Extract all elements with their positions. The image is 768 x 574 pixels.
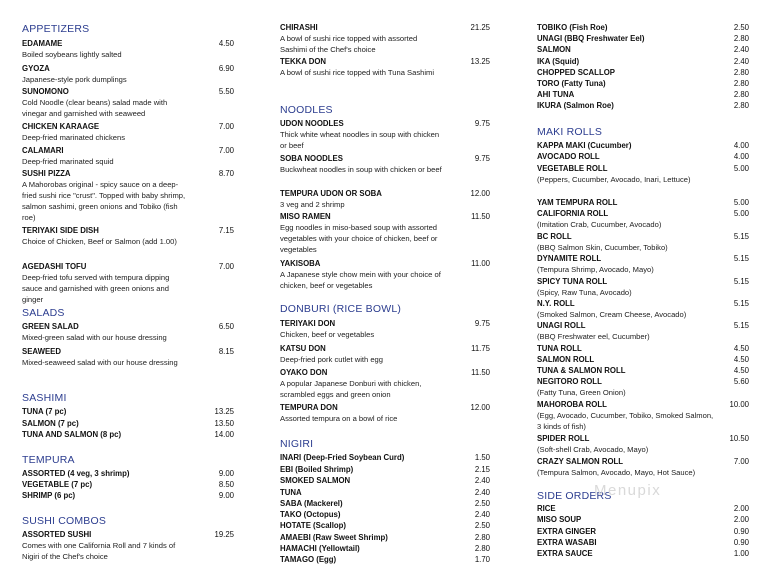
menu-item xyxy=(22,86,234,119)
menu-item-price: 6.50 xyxy=(218,322,234,331)
menu-item-price: 0.90 xyxy=(733,527,749,536)
menu-item-description: (Soft-shell Crab, Avocado, Mayo) xyxy=(537,445,649,454)
menu-item-name: AMAEBI (Raw Sweet Shrimp) xyxy=(280,533,388,542)
menu-item-name: SABA (Mackerel) xyxy=(280,499,343,508)
menu-item xyxy=(280,509,490,520)
menu-item-name: TEMPURA DON xyxy=(280,403,338,412)
menu-item xyxy=(280,318,490,340)
menu-item-name: AVOCADO ROLL xyxy=(537,152,600,161)
menu-item-price: 1.50 xyxy=(474,453,490,462)
menu-item-price: 5.50 xyxy=(218,87,234,96)
menu-item-price: 10.00 xyxy=(729,400,749,409)
menu-item-name: EDAMAME xyxy=(22,39,63,48)
menu-item-name: EXTRA GINGER xyxy=(537,527,597,536)
menu-item-name: VEGETABLE ROLL xyxy=(537,164,608,173)
menu-item-price: 2.80 xyxy=(733,101,749,110)
menu-item-price: 2.15 xyxy=(474,465,490,474)
menu-item-name: ASSORTED (4 veg, 3 shrimp) xyxy=(22,469,130,478)
menu-item xyxy=(22,490,234,501)
menu-item-name: CRAZY SALMON ROLL xyxy=(537,457,624,466)
menu-item-price: 5.00 xyxy=(733,164,749,173)
menu-item-description: Boiled soybeans lightly salted xyxy=(22,50,122,59)
menu-item-price: 11.75 xyxy=(471,344,490,353)
menu-item-price: 4.50 xyxy=(218,39,234,48)
menu-item-price: 9.75 xyxy=(474,154,490,163)
menu-item xyxy=(537,56,749,67)
menu-item-name: BC ROLL xyxy=(537,232,572,241)
menu-item xyxy=(537,343,749,354)
menu-item-name: DYNAMITE ROLL xyxy=(537,254,602,263)
menu-item-price: 21.25 xyxy=(470,23,490,32)
menu-item-name: EXTRA SAUCE xyxy=(537,549,593,558)
menu-item xyxy=(280,532,490,543)
menu-item-description: (Egg, Avocado, Cucumber, Tobiko, Smoked Salmon, 3 kinds of fish) xyxy=(537,411,714,431)
menu-item-price: 5.60 xyxy=(733,377,749,386)
menu-item-description: (Smoked Salmon, Cream Cheese, Avocado) xyxy=(537,310,687,319)
menu-item-name: TERIYAKI DON xyxy=(280,319,336,328)
menu-item-name: MISO SOUP xyxy=(537,515,582,524)
menu-item-description: A Japanese style chow mein with your choice of chicken, beef or vegetables xyxy=(280,270,441,290)
menu-item-description: Chicken, beef or vegetables xyxy=(280,330,375,339)
menu-item-description: (Spicy, Raw Tuna, Avocado) xyxy=(537,288,632,297)
menu-item-price: 1.70 xyxy=(474,555,490,564)
menu-item-name: SALMON (7 pc) xyxy=(22,419,79,428)
menu-item xyxy=(280,452,490,463)
menu-item-price: 2.40 xyxy=(733,57,749,66)
menu-item-name: TUNA & SALMON ROLL xyxy=(537,366,626,375)
menu-item xyxy=(537,320,749,342)
menu-item-price: 2.80 xyxy=(733,79,749,88)
menu-item-description: Japanese-style pork dumplings xyxy=(22,75,127,84)
menu-item xyxy=(537,354,749,365)
menu-item-name: RICE xyxy=(537,504,556,513)
menu-item-description: Mixed-green salad with our house dressing xyxy=(22,333,167,342)
menu-item xyxy=(22,121,234,143)
menu-item-name: SOBA NOODLES xyxy=(280,154,343,163)
menu-item-price: 2.40 xyxy=(474,488,490,497)
menu-item-description: Mixed-seaweed salad with our house dressing xyxy=(22,358,178,367)
menu-item-price: 7.00 xyxy=(733,457,749,466)
menu-item-name: CHICKEN KARAAGE xyxy=(22,122,100,131)
menu-item xyxy=(22,529,234,562)
menu-item xyxy=(537,456,749,478)
menu-item-name: TEMPURA UDON OR SOBA xyxy=(280,189,382,198)
menu-item-price: 2.40 xyxy=(474,476,490,485)
menu-item-price: 4.50 xyxy=(733,344,749,353)
menu-item-price: 2.40 xyxy=(733,45,749,54)
menu-item xyxy=(22,225,234,247)
menu-item xyxy=(280,258,490,291)
menu-item xyxy=(22,468,234,479)
menu-item xyxy=(537,365,749,376)
menu-item-price: 2.00 xyxy=(733,515,749,524)
menu-item xyxy=(537,197,749,208)
menu-item xyxy=(280,402,490,424)
menu-item-description: Choice of Chicken, Beef or Salmon (add 1.00) xyxy=(22,237,177,246)
menu-item-price: 6.90 xyxy=(218,64,234,73)
menu-item-description: 3 veg and 2 shrimp xyxy=(280,200,345,209)
menu-item-price: 14.00 xyxy=(214,430,234,439)
menu-item xyxy=(537,433,749,455)
menu-item-price: 4.00 xyxy=(733,152,749,161)
menu-item-name: SALMON ROLL xyxy=(537,355,595,364)
menu-item-name: OYAKO DON xyxy=(280,368,328,377)
menu-item xyxy=(537,89,749,100)
menu-item-price: 5.15 xyxy=(733,299,749,308)
menu-item xyxy=(537,163,749,185)
menu-item-name: TUNA AND SALMON (8 pc) xyxy=(22,430,122,439)
menu-item-price: 4.50 xyxy=(733,355,749,364)
menu-item-name: UNAGI ROLL xyxy=(537,321,586,330)
menu-item-name: SMOKED SALMON xyxy=(280,476,351,485)
menu-item-price: 12.00 xyxy=(470,189,490,198)
menu-item-name: YAKISOBA xyxy=(280,259,321,268)
menu-item xyxy=(22,63,234,85)
menu-item-name: SPICY TUNA ROLL xyxy=(537,277,608,286)
menu-item xyxy=(22,479,234,490)
menu-item-price: 5.15 xyxy=(733,277,749,286)
menu-item-price: 5.15 xyxy=(733,321,749,330)
menu-item-name: UDON NOODLES xyxy=(280,119,344,128)
menu-item xyxy=(280,211,490,255)
menu-item-name: TAMAGO (Egg) xyxy=(280,555,337,564)
menu-item-description: (BBQ Salmon Skin, Cucumber, Tobiko) xyxy=(537,243,668,252)
menu-item-description: Cold Noodle (clear beans) salad made with vinegar and garnished with seaweed xyxy=(22,98,168,118)
menu-item xyxy=(280,343,490,365)
menu-item-name: CHOPPED SCALLOP xyxy=(537,68,615,77)
menu-item xyxy=(22,145,234,167)
menu-item-name: SPIDER ROLL xyxy=(537,434,590,443)
menu-item-price: 8.50 xyxy=(218,480,234,489)
menu-item-name: AHI TUNA xyxy=(537,90,575,99)
menu-item xyxy=(280,464,490,475)
menu-item-name: N.Y. ROLL xyxy=(537,299,575,308)
menu-item xyxy=(280,498,490,509)
menu-item-price: 5.15 xyxy=(733,232,749,241)
section-heading: MAKI ROLLS xyxy=(537,126,603,138)
menu-item-name: IKA (Squid) xyxy=(537,57,580,66)
menu-item-name: SUSHI PIZZA xyxy=(22,169,71,178)
menu-item xyxy=(537,253,749,275)
menu-item-description: Deep-fried tofu served with tempura dipping sauce and garnished with green onions and ginger xyxy=(22,273,170,304)
menu-item xyxy=(280,188,490,210)
menu-item-description: (Peppers, Cucumber, Avocado, Inari, Lettuce) xyxy=(537,175,691,184)
menu-item-description: (BBQ Freshwater eel, Cucumber) xyxy=(537,332,650,341)
menu-item xyxy=(280,56,490,78)
menu-item-price: 7.00 xyxy=(218,146,234,155)
menu-item xyxy=(537,151,749,162)
menu-item xyxy=(22,261,234,305)
section-heading: SASHIMI xyxy=(22,392,67,404)
menu-item xyxy=(22,418,234,429)
menu-item xyxy=(537,208,749,230)
menu-item xyxy=(537,548,749,559)
menu-item xyxy=(537,33,749,44)
menu-item-price: 5.00 xyxy=(733,209,749,218)
menu-item-price: 5.15 xyxy=(733,254,749,263)
section-heading: SUSHI COMBOS xyxy=(22,515,107,527)
menu-item-name: TUNA xyxy=(280,488,302,497)
menu-item-description: Thick white wheat noodles in soup with chicken or beef xyxy=(280,130,440,150)
menu-item-description: A bowl of sushi rice topped with assorted Sashimi of the Chef's choice xyxy=(280,34,418,54)
menu-item-name: HOTATE (Scallop) xyxy=(280,521,346,530)
menu-item-price: 13.25 xyxy=(470,57,490,66)
menu-item-price: 12.00 xyxy=(470,403,490,412)
menu-item-name: VEGETABLE (7 pc) xyxy=(22,480,93,489)
section-heading: TEMPURA xyxy=(22,454,75,466)
menu-item xyxy=(537,44,749,55)
menu-item-price: 13.50 xyxy=(214,419,234,428)
menu-item xyxy=(280,520,490,531)
menu-item-name: SUNOMONO xyxy=(22,87,69,96)
menu-item xyxy=(22,321,234,343)
section-heading: NIGIRI xyxy=(280,438,314,450)
menu-item-description: Deep-fried marinated squid xyxy=(22,157,114,166)
menu-item-name: SHRIMP (6 pc) xyxy=(22,491,76,500)
menu-item-name: YAM TEMPURA ROLL xyxy=(537,198,618,207)
menu-item-name: INARI (Deep-Fried Soybean Curd) xyxy=(280,453,405,462)
menu-item-name: HAMACHI (Yellowtail) xyxy=(280,544,360,553)
menu-item-description: Deep-fried pork cutlet with egg xyxy=(280,355,383,364)
menu-item-price: 11.50 xyxy=(471,368,490,377)
menu-item-name: IKURA (Salmon Roe) xyxy=(537,101,614,110)
menu-item-name: TORO (Fatty Tuna) xyxy=(537,79,606,88)
menu-item-description: Comes with one California Roll and 7 kinds of Nigiri of the Chef's choice xyxy=(22,541,176,561)
menu-item-price: 11.00 xyxy=(471,259,490,268)
menu-item-price: 8.15 xyxy=(218,347,234,356)
menu-item-name: ASSORTED SUSHI xyxy=(22,530,92,539)
menu-item-description: (Fatty Tuna, Green Onion) xyxy=(537,388,626,397)
menu-item-name: TAKO (Octopus) xyxy=(280,510,341,519)
menu-item-name: TERIYAKI SIDE DISH xyxy=(22,226,99,235)
menu-item-price: 2.50 xyxy=(474,499,490,508)
menu-item xyxy=(280,22,490,55)
menu-item-price: 2.80 xyxy=(474,533,490,542)
menu-item-description: Deep-fried marinated chickens xyxy=(22,133,125,142)
menu-item xyxy=(537,100,749,111)
menu-item-price: 2.80 xyxy=(733,68,749,77)
menu-item-name: CHIRASHI xyxy=(280,23,318,32)
menu-item xyxy=(537,140,749,151)
menu-item-price: 7.00 xyxy=(218,262,234,271)
menu-item-price: 9.00 xyxy=(218,469,234,478)
menu-item xyxy=(537,22,749,33)
menu-item-name: NEGITORO ROLL xyxy=(537,377,602,386)
menu-item-price: 2.80 xyxy=(474,544,490,553)
menu-item xyxy=(537,78,749,89)
menu-item-name: SEAWEED xyxy=(22,347,61,356)
menu-item-description: Egg noodles in miso-based soup with assorted vegetables with your choice of chicken, beef or vegetables xyxy=(280,223,438,254)
menu-item-name: CALIFORNIA ROLL xyxy=(537,209,609,218)
section-heading: NOODLES xyxy=(280,104,333,116)
menu-item xyxy=(280,543,490,554)
menu-item xyxy=(537,526,749,537)
menu-item-name: MISO RAMEN xyxy=(280,212,331,221)
menu-item-name: GREEN SALAD xyxy=(22,322,79,331)
menu-item-price: 9.75 xyxy=(474,119,490,128)
menu-item-description: A bowl of sushi rice topped with Tuna Sashimi xyxy=(280,68,435,77)
menu-item-price: 5.00 xyxy=(733,198,749,207)
menu-item-price: 13.25 xyxy=(214,407,234,416)
menu-item xyxy=(537,503,749,514)
menu-item xyxy=(280,367,490,400)
menu-item-price: 9.00 xyxy=(218,491,234,500)
menu-item-price: 7.15 xyxy=(218,226,234,235)
menu-item-price: 2.50 xyxy=(474,521,490,530)
menu-item-description: (Tempura Salmon, Avocado, Mayo, Hot Sauce) xyxy=(537,468,696,477)
section-heading: APPETIZERS xyxy=(22,23,90,35)
menu-item-price: 2.00 xyxy=(733,504,749,513)
menu-item xyxy=(537,67,749,78)
menu-item-name: KATSU DON xyxy=(280,344,326,353)
menu-item-description: (Imitation Crab, Cucumber, Avocado) xyxy=(537,220,662,229)
menu-item xyxy=(22,38,234,60)
section-heading: DONBURI (RICE BOWL) xyxy=(280,303,402,315)
menu-item-description: A popular Japanese Donburi with chicken, scrambled eggs and green onion xyxy=(280,379,422,399)
menu-item-name: TUNA (7 pc) xyxy=(22,407,67,416)
menu-item xyxy=(537,298,749,320)
menu-item-price: 4.00 xyxy=(733,141,749,150)
menu-item-name: TUNA ROLL xyxy=(537,344,582,353)
menu-item xyxy=(537,514,749,525)
section-heading: SALADS xyxy=(22,307,65,319)
menu-item-price: 2.40 xyxy=(474,510,490,519)
menu-item-price: 10.50 xyxy=(729,434,749,443)
menu-item-name: UNAGI (BBQ Freshwater Eel) xyxy=(537,34,645,43)
menu-item xyxy=(22,168,234,223)
watermark: Menupix xyxy=(594,482,662,499)
menu-item-name: TOBIKO (Fish Roe) xyxy=(537,23,608,32)
menu-item-name: EBI (Boiled Shrimp) xyxy=(280,465,354,474)
menu-item-name: EXTRA WASABI xyxy=(537,538,597,547)
menu-item xyxy=(537,376,749,398)
menu-item-price: 0.90 xyxy=(733,538,749,547)
menu-item-name: MAHOROBA ROLL xyxy=(537,400,607,409)
menu-item-price: 9.75 xyxy=(474,319,490,328)
menu-item xyxy=(280,554,490,565)
menu-item-price: 7.00 xyxy=(218,122,234,131)
menu-item-price: 11.50 xyxy=(471,212,490,221)
menu-item xyxy=(22,346,234,368)
menu-item xyxy=(22,429,234,440)
menu-item xyxy=(537,276,749,298)
menu-item-description: Assorted tempura on a bowl of rice xyxy=(280,414,398,423)
menu-item xyxy=(537,537,749,548)
menu-item-price: 2.80 xyxy=(733,34,749,43)
menu-item-price: 2.80 xyxy=(733,90,749,99)
menu-item-price: 1.00 xyxy=(733,549,749,558)
menu-item-description: Buckwheat noodles in soup with chicken or beef xyxy=(280,165,442,174)
menu-item-name: SALMON xyxy=(537,45,571,54)
menu-item xyxy=(537,399,749,432)
menu-item xyxy=(537,231,749,253)
menu-item-price: 19.25 xyxy=(214,530,234,539)
menu-item-name: AGEDASHI TOFU xyxy=(22,262,87,271)
menu-item xyxy=(280,487,490,498)
menu-item-name: GYOZA xyxy=(22,64,50,73)
menu-item xyxy=(280,118,490,151)
menu-item-name: TEKKA DON xyxy=(280,57,327,66)
menu-item xyxy=(280,475,490,486)
section-heading: SIDE ORDERS xyxy=(537,490,612,502)
menu-item-price: 8.70 xyxy=(218,169,234,178)
menu-item-name: CALAMARI xyxy=(22,146,64,155)
menu-item-price: 2.50 xyxy=(733,23,749,32)
menu-item-description: A Mahorobas original - spicy sauce on a deep-fried sushi rice "crust". Topped with baby shrimp, salmon sashimi, green onions and Tobiko (fish roe) xyxy=(22,180,186,222)
menu-item-name: KAPPA MAKI (Cucumber) xyxy=(537,141,632,150)
menu-item xyxy=(280,153,490,175)
menu-item xyxy=(22,406,234,417)
menu-item-description: (Tempura Shrimp, Avocado, Mayo) xyxy=(537,265,654,274)
menu-item-price: 4.50 xyxy=(733,366,749,375)
